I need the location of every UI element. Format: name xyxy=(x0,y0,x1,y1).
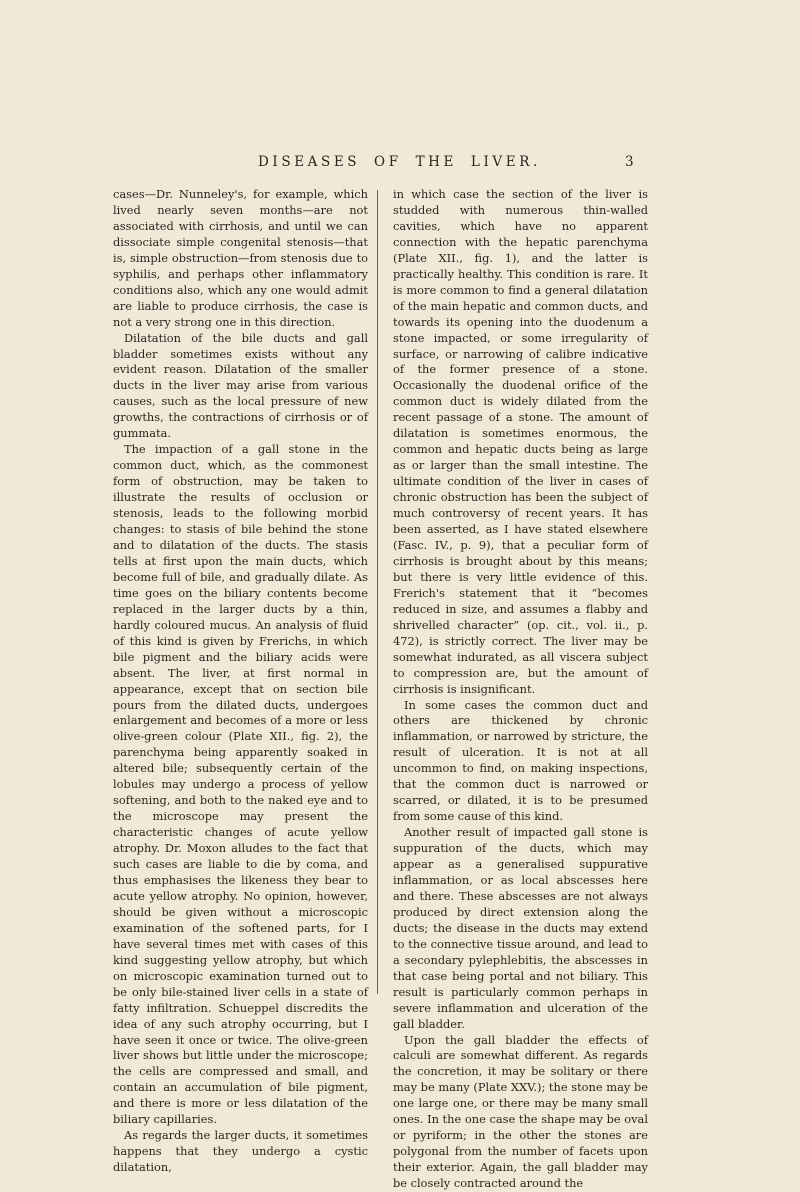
paragraph: Upon the gall bladder the effects of calculi are somewhat different. As regards the concretion, it may be solitary or there may be many (Plate XXV.); the stone may be one large one, or there may be many small ones. In the one case the shape may be oval or pyriform; in the other the stones are polygonal from the number of facets upon their exterior. Again, the gall bladder may be closely contracted around the xyxy=(393,1032,648,1191)
running-title: DISEASES OF THE LIVER. xyxy=(258,154,541,170)
page-header xyxy=(0,154,800,174)
paragraph: Dilatation of the bile ducts and gall bladder sometimes exists without any evident reason. Dilatation of the smaller ducts in the liver may arise from various causes, such as the local pressure of new growths, the contractions of cirrhosis or of gummata. xyxy=(113,330,368,441)
paragraph: In some cases the common duct and others are thickened by chronic inflammation, or narrowed by stricture, the result of ulceration. It is not at all uncommon to find, on making inspections, that the common duct is narrowed or scarred, or dilated, it is to be presumed from some cause of this kind. xyxy=(393,697,648,824)
right-column xyxy=(393,187,648,1192)
paragraph: The impaction of a gall stone in the common duct, which, as the commonest form of obstruction, may be taken to illustrate the results of occlusion or stenosis, leads to the following morbid changes: to stasis of bile behind the stone and to dilatation of the ducts. The stasis tells at first upon the main ducts, which become full of bile, and gradually dilate. As time goes on the biliary contents become replaced in the larger ducts by a thin, hardly coloured mucus. An analysis of fluid of this kind is given by Frerichs, in which bile pigment and the biliary acids were absent. The liver, at first normal in appearance, except that on section bile pours from the dilated ducts, undergoes enlargement and becomes of a more or less olive-green colour (Plate XII., fig. 2), the parenchyma being apparently soaked in altered bile; subsequently certain of the lobules may undergo a process of yellow softening, and both to the naked eye and to the microscope may present the characteristic changes of acute yellow atrophy. Dr. Moxon alludes to the fact that such cases are liable to die by coma, and thus emphasises the likeness they bear to acute yellow atrophy. No opinion, however, should be given without a microscopic examination of the softened parts, for I have several times met with cases of this kind suggesting yellow atrophy, but which on microscopic examination turned out to be only bile-stained liver cells in a state of fatty infiltration. Schueppel discredits the idea of any such atrophy occurring, but I have seen it once or twice. The olive-green liver shows but little under the microscope; the cells are compressed and small, and contain an accumulation of bile pigment, and there is more or less dilatation of the biliary capillaries. xyxy=(113,442,368,1127)
paragraph: As regards the larger ducts, it sometimes happens that they undergo a cystic dilatation, xyxy=(113,1128,368,1175)
paragraph: Another result of impacted gall stone is suppuration of the ducts, which may appear as a generalised suppurative inflammation, or as local abscesses here and there. These abscesses are not always produced by direct extension along the ducts; the disease in the ducts may extend to the connective tissue around, and lead to a secondary pylephlebitis, the abscesses in that case being portal and not biliary. This result is particularly common perhaps in severe inflammation and ulceration of the gall bladder. xyxy=(393,825,648,1031)
paragraph: in which case the section of the liver is studded with numerous thin-walled cavities, which have no apparent connection with the hepatic parenchyma (Plate XII., fig. 1), and the latter is practically healthy. This condition is rare. It is more common to find a general dilatation of the main hepatic and common ducts, and towards its opening into the duodenum a stone impacted, or some irregularity of surface, or narrowing of calibre indicative of the former presence of a stone. Occasionally the duodenal orifice of the common duct is widely dilated from the recent passage of a stone. The amount of dilatation is sometimes enormous, the common and hepatic ducts being as large as or larger than the small intestine. The ultimate condition of the liver in cases of chronic obstruction has been the subject of much controversy of recent years. It has been asserted, as I have stated elsewhere (Fasc. IV., p. 9), that a peculiar form of cirrhosis is brought about by this means; but there is very little evidence of this. Frerich's statement that it “becomes reduced in size, and assumes a flabby and shrivelled character” (op. cit., vol. ii., p. 472), is strictly correct. The liver may be somewhat indurated, as all viscera subject to compression are, but the amount of cirrhosis is insignificant. xyxy=(393,187,648,696)
left-column xyxy=(113,187,368,1176)
column-divider xyxy=(377,190,378,994)
page-number: 3 xyxy=(625,154,634,170)
paragraph: cases—Dr. Nunneley's, for example, which lived nearly seven months—are not associated with cirrhosis, and until we can dissociate simple congenital stenosis—that is, simple obstruction—from stenosis due to syphilis, and perhaps other inflammatory conditions also, which any one would admit are liable to produce cirrhosis, the case is not a very strong one in this direction. xyxy=(113,187,368,329)
